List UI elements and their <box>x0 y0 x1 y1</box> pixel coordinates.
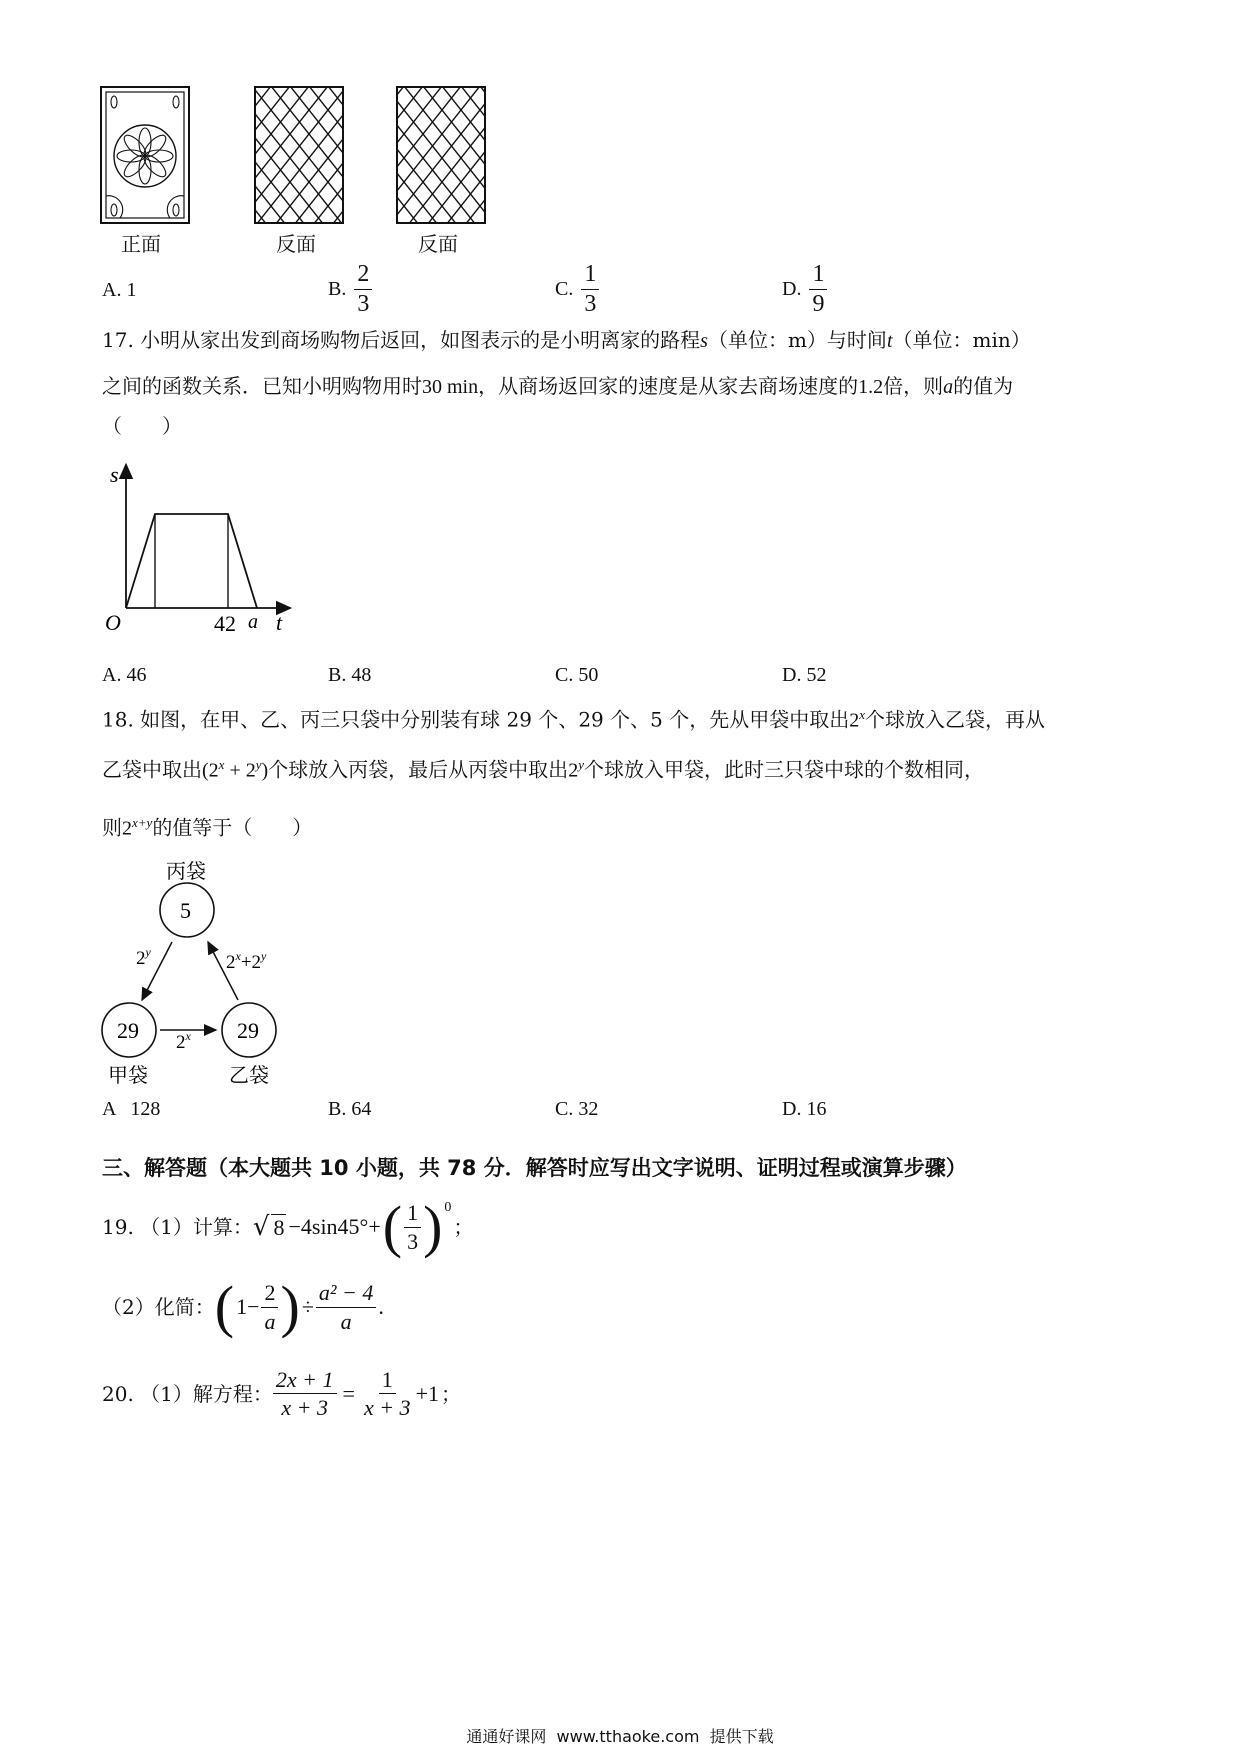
q19-paren-left: ( <box>382 1194 403 1259</box>
card-back-label-1: 反面 <box>276 232 316 256</box>
q18-base-5: 2 <box>122 817 132 840</box>
q17-line2-c: 倍，则 <box>883 374 944 398</box>
q19-frac-den: 3 <box>407 1228 419 1254</box>
q19-part1-expression <box>252 1194 474 1259</box>
q20-rhs-fraction <box>361 1368 414 1419</box>
q16-option-c <box>555 262 599 317</box>
q17-option-d: D. 52 <box>782 664 827 686</box>
q16-b-den: 3 <box>357 291 370 318</box>
q20-part1-label: 20. （1）解方程： <box>102 1381 273 1406</box>
q18-base-2: 2 <box>208 759 219 782</box>
q20-rhs-den: x + 3 <box>363 1395 411 1421</box>
q17-var-s: s <box>700 330 708 352</box>
q19-part2-expression <box>214 1274 384 1339</box>
q18-option-b: B. 64 <box>328 1098 372 1120</box>
q20-equals: = <box>342 1380 355 1406</box>
q18-exp-y-2: y <box>578 757 584 772</box>
q18-edge-bottom: 2$^x$ <box>176 1029 191 1053</box>
q18-base-1: 2 <box>849 709 860 732</box>
q19-paren-right: ) <box>423 1194 443 1259</box>
q17-line-2 <box>102 376 1013 397</box>
q16-option-d-prefix: D. <box>782 278 802 301</box>
q16-option-c-prefix: C. <box>555 278 574 301</box>
q19-part-2 <box>102 1274 384 1339</box>
q17-var-a: a <box>943 376 954 398</box>
q17-origin: O <box>105 610 121 635</box>
q16-option-b-fraction <box>354 262 372 317</box>
q17-distance-line <box>126 514 257 608</box>
q20-equation <box>273 1368 461 1419</box>
page-footer: 通通好课网 www.tthaoke.com 提供下载 <box>466 1727 774 1746</box>
card-front-label: 正面 <box>121 232 161 256</box>
q16-d-den: 9 <box>812 291 825 318</box>
q19-part2-label: （2）化简： <box>102 1295 215 1319</box>
q18-exp-x-2: x <box>218 757 225 772</box>
q17-tick-a: a <box>248 611 258 633</box>
card-front <box>101 87 189 223</box>
q17-line-3: （ ） <box>102 414 182 438</box>
q19-part-1 <box>102 1194 474 1259</box>
section-3-heading: 三、解答题（本大题共 10 小题，共 78 分．解答时应写出文字说明、证明过程或演算步骤） <box>102 1156 967 1180</box>
q17-line2-b: ，从商场返回家的速度是从家去商场速度的 <box>478 374 859 398</box>
q17-line1-c: （单位：min） <box>892 328 1031 352</box>
q18-line2-b: 个球放入丙袋，最后从丙袋中取出 <box>268 757 569 782</box>
q18-bag-diagram <box>96 852 296 1092</box>
q18-paren-close: ) <box>261 759 269 782</box>
q16-c-den: 3 <box>584 291 597 318</box>
q17-time-value: 30 min <box>422 376 479 398</box>
q17-line-1 <box>102 330 1031 351</box>
q18-label-bing: 丙袋 <box>166 859 206 883</box>
q17-option-c: C. 50 <box>555 664 599 686</box>
q19-mid-terms: −4sin45°+ <box>288 1214 381 1239</box>
q16-option-d <box>782 262 827 317</box>
q20-rhs-num: 1 <box>379 1368 396 1394</box>
q16-c-num: 1 <box>581 262 599 290</box>
q16-option-a: A. 1 <box>102 279 137 301</box>
q18-edge-right: $2^x+2^y$ <box>226 949 267 973</box>
q17-ratio: 1.2 <box>858 376 884 398</box>
q18-value-bing: 5 <box>180 898 191 923</box>
q16-option-b <box>328 262 372 317</box>
q19-p2-paren-right: ) <box>280 1274 300 1339</box>
q16-option-b-prefix: B. <box>328 278 347 301</box>
q18-value-yi: 29 <box>237 1018 259 1043</box>
q18-value-jia: 29 <box>117 1018 139 1043</box>
q18-line2-a: 乙袋中取出 <box>102 757 202 782</box>
q18-exp-xy: x+y <box>132 815 153 830</box>
q17-x-label: t <box>276 610 283 635</box>
q20-lhs-fraction <box>273 1368 337 1419</box>
q19-sqrt-arg: 8 <box>273 1214 285 1240</box>
q17-graph <box>100 458 300 638</box>
q18-line-3 <box>102 816 312 839</box>
q20-lhs-den: x + 3 <box>281 1395 329 1421</box>
q19-one-minus: 1− <box>236 1294 260 1319</box>
q19-f2-num: 2 <box>261 1281 278 1307</box>
q18-label-jia: 甲袋 <box>108 1063 148 1087</box>
q18-line1-a: 18. 如图，在甲、乙、丙三只袋中分别装有球 29 个、29 个、5 个，先从甲袋中取出 <box>102 707 850 732</box>
q18-label-yi: 乙袋 <box>229 1063 269 1087</box>
q17-option-b: B. 48 <box>328 664 372 686</box>
q16-b-num: 2 <box>354 262 372 290</box>
q19-p2-fraction-1 <box>261 1281 278 1332</box>
q18-option-a: A 128 <box>102 1098 161 1120</box>
q18-exp-y-1: y <box>255 757 262 772</box>
q19-sqrt-sign: √ <box>252 1212 270 1242</box>
q17-line1-a: 17. 小明从家出发到商场购物后返回，如图表示的是小明离家的路程 <box>102 328 701 352</box>
q18-line-2 <box>102 758 984 781</box>
q18-plus: + <box>224 759 246 782</box>
card-back-1 <box>255 87 343 223</box>
q17-tick-42: 42 <box>214 611 236 636</box>
q17-y-label: s <box>110 462 119 487</box>
q20-lhs-num: 2x + 1 <box>273 1368 337 1394</box>
q20-semicolon: ； <box>440 1381 461 1406</box>
q19-p2-paren-left: ( <box>214 1274 235 1339</box>
q19-part1-label: 19. （1）计算： <box>102 1215 253 1239</box>
q19-frac-num: 1 <box>404 1201 421 1227</box>
q19-period: . <box>378 1294 384 1319</box>
q19-f3-num: a² − 4 <box>316 1281 376 1307</box>
q18-line2-c: 个球放入甲袋，此时三只袋中球的个数相同， <box>583 757 984 782</box>
card-figures <box>100 86 500 228</box>
q18-option-d: D. 16 <box>782 1098 827 1120</box>
q17-line2-d: 的值为 <box>953 374 1014 398</box>
q20-part-1 <box>102 1368 461 1419</box>
q17-option-a: A. 46 <box>102 664 147 686</box>
q18-base-3: 2 <box>245 759 256 782</box>
q18-line1-b: 个球放入乙袋，再从 <box>865 707 1045 732</box>
q18-line-1 <box>102 708 1045 731</box>
q18-paren-open: ( <box>202 759 209 782</box>
q16-option-c-fraction <box>581 262 599 317</box>
q17-line1-b: （单位：m）与时间 <box>707 328 887 352</box>
q18-line3-b: 的值等于（ ） <box>152 815 313 840</box>
q20-plus-one: +1 <box>415 1380 439 1406</box>
card-back-2 <box>397 87 485 223</box>
q17-var-t: t <box>886 330 893 352</box>
q17-line2-a: 之间的函数关系．已知小明购物用时 <box>102 374 422 398</box>
q19-fraction <box>404 1201 421 1252</box>
q18-base-4: 2 <box>568 759 579 782</box>
q19-f3-den: a <box>340 1308 352 1334</box>
q16-option-d-fraction <box>809 262 827 317</box>
q16-d-num: 1 <box>809 262 827 290</box>
q18-line3-a: 则 <box>102 815 122 840</box>
q18-edge-left: 2$^y$ <box>136 945 151 969</box>
q18-option-c: C. 32 <box>555 1098 599 1120</box>
q19-p2-fraction-2 <box>316 1281 376 1332</box>
q19-f2-den: a <box>264 1308 276 1334</box>
q19-semicolon: ； <box>453 1215 474 1239</box>
q19-exponent-0: 0 <box>444 1200 452 1215</box>
card-back-label-2: 反面 <box>418 232 458 256</box>
q18-exp-x-1: x <box>859 707 865 722</box>
q19-divide: ÷ <box>301 1294 314 1319</box>
